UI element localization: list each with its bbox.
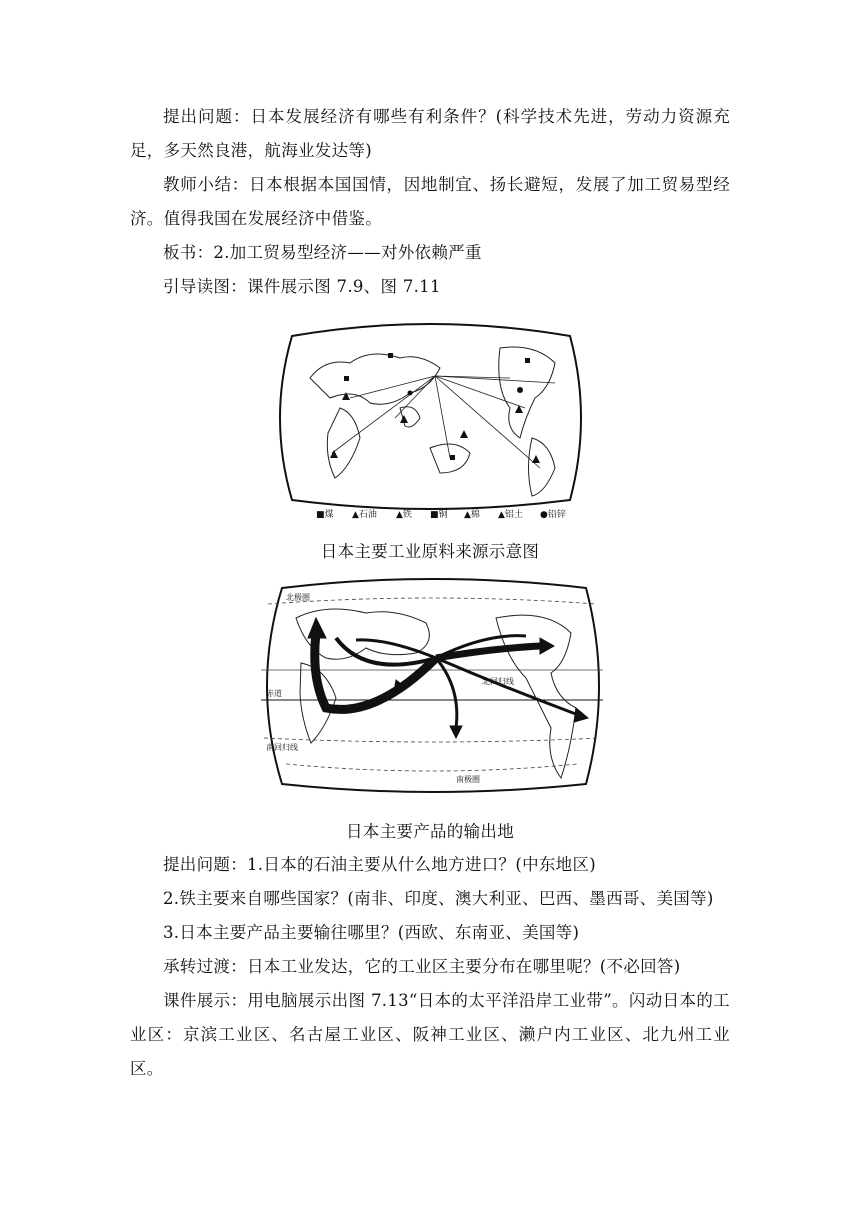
legend-oil: ▲石油 — [352, 510, 377, 520]
paragraph-question-advantages: 提出问题：日本发展经济有哪些有利条件？(科学技术先进，劳动力资源充足，多天然良港，航海业发达等) — [130, 107, 730, 160]
legend-cotton: ▲棉 — [464, 510, 480, 520]
paragraph-courseware-industrial-zones: 课件展示：用电脑展示出图 7.13“日本的太平洋沿岸工业带”。闪动日本的工业区：京滨工业区、名古屋工业区、阪神工业区、濑户内工业区、北九州工业区。 — [130, 991, 730, 1078]
legend-copper: ■铜 — [430, 510, 448, 520]
legend-iron: ▲铁 — [396, 510, 412, 520]
paragraph-transition: 承转过渡：日本工业发达，它的工业区主要分布在哪里呢？(不必回答) — [163, 957, 681, 976]
label-arctic-circle: 北极圈 — [286, 593, 310, 602]
label-tropic-of-cancer: 北回归线 — [482, 677, 514, 686]
paragraph-board-note: 板书：2.加工贸易型经济——对外依赖严重 — [163, 243, 482, 262]
raw-material-sources-map — [270, 318, 590, 524]
paragraph-question-exports: 3.日本主要产品主要输往哪里？(西欧、东南亚、美国等) — [163, 923, 580, 942]
paragraph-reading-guide: 引导读图：课件展示图 7.9、图 7.11 — [163, 277, 441, 296]
export-destinations-map — [256, 578, 608, 796]
label-equator: 赤道 — [266, 689, 282, 698]
map2-caption: 日本主要产品的输出地 — [346, 822, 514, 841]
label-tropic-of-capricorn: 南回归线 — [266, 743, 298, 752]
paragraph-teacher-summary: 教师小结：日本根据本国国情，因地制宜、扬长避短，发展了加工贸易型经济。值得我国在发展经济中借鉴。 — [130, 175, 730, 228]
legend-lead-zinc: ●铅锌 — [540, 510, 566, 520]
map1-caption: 日本主要工业原料来源示意图 — [320, 542, 540, 561]
legend-bauxite: ▲铝土 — [498, 510, 523, 520]
paragraph-question-iron: 2.铁主要来自哪些国家？(南非、印度、澳大利亚、巴西、墨西哥、美国等) — [163, 889, 714, 908]
label-antarctic-circle: 南极圈 — [456, 775, 480, 784]
paragraph-question-oil: 提出问题：1.日本的石油主要从什么地方进口？(中东地区) — [163, 855, 597, 874]
legend-coal: ■煤 — [316, 510, 334, 520]
